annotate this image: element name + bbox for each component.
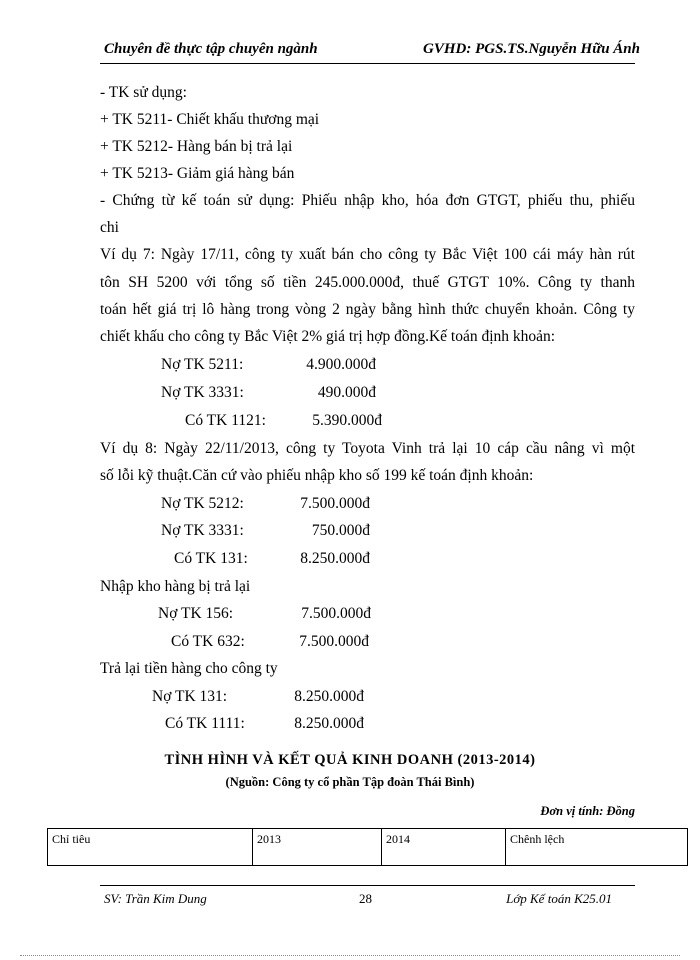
entry8-debit-3331-label: Nợ TK 3331: <box>161 522 244 539</box>
header-2013: 2013 <box>253 829 382 866</box>
header-2014: 2014 <box>382 829 506 866</box>
page-number: 28 <box>359 891 372 906</box>
example7-line-2: tôn SH 5200 với tổng số tiền 245.000.000đ, thuế GTGT 10%. Công ty thanh <box>100 274 635 291</box>
example7-line-1: Ví dụ 7: Ngày 17/11, công ty xuất bán cho công ty Bắc Việt 100 cái máy hàn rút <box>100 246 635 263</box>
entry-refund-credit-1111-amount: 8.250.000đ <box>294 715 364 732</box>
entry-return-debit-156-amount: 7.500.000đ <box>301 605 371 622</box>
entry7-debit-3331-label: Nợ TK 3331: <box>161 384 244 401</box>
header-difference: Chênh lệch <box>506 829 688 866</box>
entry8-credit-131-label: Có TK 131: <box>174 550 248 567</box>
business-results-table <box>47 828 688 866</box>
footer-rule <box>100 885 635 886</box>
page-edge-divider <box>20 955 680 956</box>
entry-return-credit-632-amount: 7.500.000đ <box>299 633 369 650</box>
entry8-debit-5212-amount: 7.500.000đ <box>300 495 370 512</box>
return-heading: Nhập kho hàng bị trả lại <box>100 578 251 595</box>
header-rule <box>100 63 635 64</box>
example8-line-2: số lỗi kỹ thuật.Căn cứ vào phiếu nhập kho số 199 kế toán định khoản: <box>100 467 534 484</box>
unit-label: Đơn vị tính: Đồng <box>540 804 635 818</box>
entry-return-credit-632-label: Có TK 632: <box>171 633 245 650</box>
entry7-credit-1121-amount: 5.390.000đ <box>312 412 382 429</box>
header-left: Chuyên đề thực tập chuyên ngành <box>104 41 318 57</box>
example8-line-1: Ví dụ 8: Ngày 22/11/2013, công ty Toyota Vinh trả lại 10 cáp cầu nâng vì một <box>100 440 635 457</box>
entry7-credit-1121-label: Có TK 1121: <box>185 412 266 429</box>
entry-refund-debit-131-amount: 8.250.000đ <box>294 688 364 705</box>
line-tk-5212: + TK 5212- Hàng bán bị trả lại <box>100 138 293 155</box>
line-documents-cont: chi <box>100 219 119 236</box>
entry7-debit-5211-label: Nợ TK 5211: <box>161 356 244 373</box>
table-header-row <box>48 829 688 866</box>
entry8-debit-3331-amount: 750.000đ <box>311 522 370 539</box>
entry8-debit-5212-label: Nợ TK 5212: <box>161 495 244 512</box>
refund-heading: Trả lại tiền hàng cho công ty <box>100 660 278 677</box>
entry-refund-debit-131-label: Nợ TK 131: <box>152 688 228 705</box>
example7-line-3: toán hết giá trị lô hàng trong vòng 2 ngày bằng hình thức chuyển khoản. Công ty <box>100 301 635 318</box>
footer-student: SV: Trần Kim Dung <box>104 891 207 906</box>
header-right: GVHD: PGS.TS.Nguyễn Hữu Ánh <box>423 41 640 57</box>
entry7-debit-5211-amount: 4.900.000đ <box>306 356 376 373</box>
line-tk-5211: + TK 5211- Chiết khấu thương mại <box>100 111 320 128</box>
header-indicator: Chỉ tiêu <box>48 829 253 866</box>
entry-return-debit-156-label: Nợ TK 156: <box>158 605 234 622</box>
entry8-credit-131-amount: 8.250.000đ <box>300 550 370 567</box>
footer-class: Lớp Kế toán K25.01 <box>506 891 612 906</box>
line-tk-5213: + TK 5213- Giảm giá hàng bán <box>100 165 295 182</box>
example7-line-4: chiết khấu cho công ty Bắc Việt 2% giá trị hợp đồng.Kế toán định khoản: <box>100 328 556 345</box>
table-title: TÌNH HÌNH VÀ KẾT QUẢ KINH DOANH (2013-2014) <box>164 752 536 768</box>
entry7-debit-3331-amount: 490.000đ <box>317 384 376 401</box>
table-source: (Nguồn: Công ty cổ phần Tập đoàn Thái Bình) <box>225 775 475 789</box>
line-documents: - Chứng từ kế toán sử dụng: Phiếu nhập kho, hóa đơn GTGT, phiếu thu, phiếu <box>100 192 635 209</box>
line-tk-used: - TK sử dụng: <box>100 84 187 101</box>
entry-refund-credit-1111-label: Có TK 1111: <box>165 715 245 732</box>
